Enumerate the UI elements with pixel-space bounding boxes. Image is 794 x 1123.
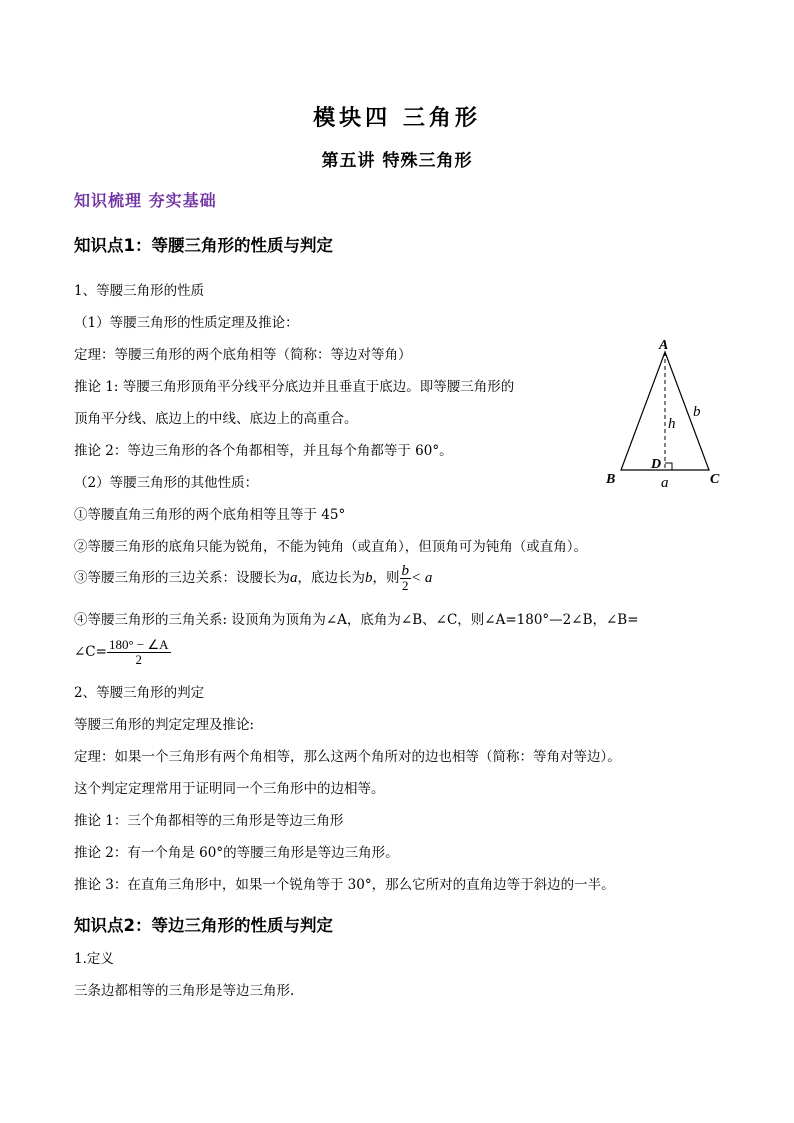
text: ，则	[372, 570, 400, 586]
paragraph: 推论 2：有一个角是 60°的等腰三角形是等边三角形。	[74, 845, 399, 861]
label-vertex-a: A	[659, 338, 669, 353]
text: ，底边长为	[297, 570, 365, 586]
label-base-a: a	[661, 475, 669, 491]
paragraph: 1、等腰三角形的性质	[74, 283, 205, 299]
paragraph: ④等腰三角形的三角关系: 设顶角为顶角为∠A，底角为∠B、∠C，则∠A=180°—2∠B，∠B=	[74, 612, 639, 628]
fraction	[400, 564, 412, 593]
paragraph: 三条边都相等的三角形是等边三角形.	[74, 983, 295, 999]
fraction-denominator: 2	[402, 578, 409, 593]
fraction-numerator: b	[401, 563, 409, 579]
paragraph: 定理：如果一个三角形有两个角相等，那么这两个角所对的边也相等（简称：等角对等边）。	[74, 749, 621, 765]
paragraph: 等腰三角形的判定定理及推论:	[74, 717, 255, 733]
variable-b: b	[365, 570, 373, 586]
side-relation-line	[74, 564, 432, 593]
isosceles-triangle-figure	[598, 330, 733, 495]
relation: < a	[411, 570, 433, 586]
angle-relation-line	[74, 638, 171, 667]
paragraph: 推论 1: 等腰三角形顶角平分线平分底边并且垂直于底边。即等腰三角形的	[74, 379, 515, 395]
text: ∠C=	[74, 644, 107, 660]
paragraph: （2）等腰三角形的其他性质：	[74, 475, 259, 491]
fraction	[107, 638, 171, 667]
knowledge-point-2-heading: 知识点2：等边三角形的性质与判定	[74, 916, 333, 935]
label-height-h: h	[668, 416, 676, 432]
label-point-d: D	[651, 457, 662, 472]
paragraph: 1.定义	[74, 951, 114, 967]
paragraph: ②等腰三角形的底角只能为锐角，不能为钝角（或直角），但顶角可为钝角（或直角）。	[74, 539, 587, 555]
paragraph: 推论 2：等边三角形的各个角都相等，并且每个角都等于 60°。	[74, 443, 453, 459]
label-side-b: b	[693, 404, 701, 420]
paragraph: 这个判定定理常用于证明同一个三角形中的边相等。	[74, 781, 385, 797]
section-heading: 知识梳理 夯实基础	[74, 191, 217, 210]
fraction-denominator: 2	[135, 652, 142, 667]
paragraph: 推论 1：三个角都相等的三角形是等边三角形	[74, 813, 344, 829]
label-vertex-b: B	[606, 472, 616, 487]
knowledge-point-1-heading: 知识点1：等腰三角形的性质与判定	[74, 236, 333, 255]
label-vertex-c: C	[710, 472, 720, 487]
page-subtitle: 第五讲 特殊三角形	[321, 151, 473, 171]
paragraph: （1）等腰三角形的性质定理及推论：	[74, 315, 299, 331]
right-angle-mark	[665, 463, 672, 470]
paragraph: 推论 3：在直角三角形中，如果一个锐角等于 30°，那么它所对的直角边等于斜边的一半。	[74, 877, 615, 893]
page-title: 模块四 三角形	[313, 105, 481, 131]
paragraph: 顶角平分线、底边上的中线、底边上的高重合。	[74, 411, 358, 427]
paragraph: 定理：等腰三角形的两个底角相等（简称：等边对等角）	[74, 347, 412, 363]
variable-a: a	[290, 570, 298, 586]
paragraph: ①等腰直角三角形的两个底角相等且等于 45°	[74, 507, 346, 523]
paragraph: 2、等腰三角形的判定	[74, 685, 205, 701]
text: ③等腰三角形的三边关系：设腰长为	[74, 570, 290, 586]
fraction-numerator: 180° − ∠A	[108, 637, 169, 652]
